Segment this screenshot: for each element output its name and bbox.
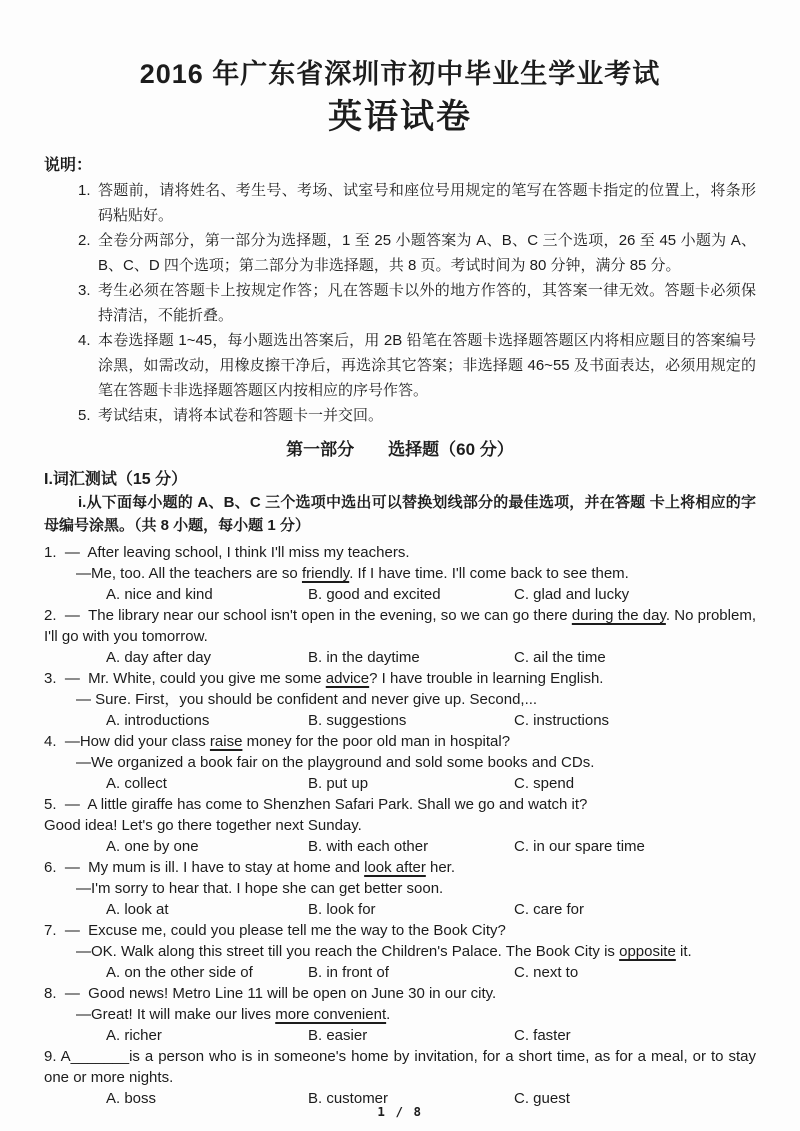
question-4	[44, 731, 756, 794]
section-vocabulary-title: I.词汇测试（15 分）	[44, 471, 188, 488]
question-2-options	[44, 647, 756, 668]
question-8-option-b: B. easier	[308, 1027, 368, 1044]
question-3-line	[76, 689, 756, 710]
text-segment: ? I have trouble in learning English.	[369, 670, 604, 687]
question-5-option-c: C. in our spare time	[514, 838, 645, 855]
question-5-line	[44, 794, 756, 815]
questions	[44, 542, 761, 1109]
text-segment: it.	[675, 943, 692, 960]
question-6-options	[44, 899, 756, 920]
question-1-options	[44, 584, 756, 605]
text-segment: 8. — Good news! Metro Line 11 will be open on June 30 in our city.	[44, 985, 497, 1002]
question-7-line	[44, 920, 756, 941]
question-3-option-b: B. suggestions	[308, 712, 407, 729]
text-segment: —OK. Walk along this street till you reach the Children's Palace. The Book City is	[76, 943, 620, 960]
question-1	[44, 542, 756, 605]
instruction-number: 4.	[78, 332, 91, 349]
question-6-option-b: B. look for	[308, 901, 376, 918]
text-segment: 6. — My mum is ill. I have to stay at home and	[44, 859, 365, 876]
question-9-option-b: B. customer	[308, 1090, 389, 1107]
question-4-options	[44, 773, 756, 794]
instruction-text: 本卷选择题 1~45，每小题选出答案后，用 2B 铅笔在答题卡选择题答题区内将相应题目的答案编号涂黑，如需改动，用橡皮擦干净后，再选涂其它答案；非选择题 46~55 及书面表达，必须用规定的笔在答题卡非选择题答题区内按相应的序号作答。	[98, 332, 756, 399]
question-3-option-a: A. introductions	[106, 712, 210, 729]
question-8	[44, 983, 756, 1046]
instruction-text: 全卷分两部分，第一部分为选择题，1 至 25 小题答案为 A、B、C 三个选项，26 至 45 小题为 A、B、C、D 四个选项；第二部分为非选择题，共 8 页。考试时间为 80 分钟，满分 85 分。	[98, 232, 756, 274]
question-9-option-a: A. boss	[106, 1090, 157, 1107]
question-2-option-b: B. in the daytime	[308, 649, 420, 666]
text-segment: Good idea! Let's go there together next Sunday.	[44, 817, 362, 834]
text-segment: 1. — After leaving school, I think I'll miss my teachers.	[44, 544, 410, 561]
part-one-heading	[0, 438, 800, 462]
underlined-phrase: advice	[325, 670, 370, 687]
text-segment: —Me, too. All the teachers are so	[76, 565, 302, 582]
instruction-text: 考试结束，请将本试卷和答题卡一并交回。	[98, 407, 384, 424]
underlined-phrase: raise	[209, 733, 243, 750]
text-segment: . If I have time. I'll come back to see them.	[349, 565, 629, 582]
question-4-option-b: B. put up	[308, 775, 369, 792]
instruction-item-5	[44, 403, 756, 428]
text-segment: —We organized a book fair on the playground and sold some books and CDs.	[76, 754, 595, 771]
instruction-number: 1.	[78, 182, 91, 199]
question-3-option-c: C. instructions	[514, 712, 610, 729]
question-7-options	[44, 962, 756, 983]
question-6-option-c: C. care for	[514, 901, 585, 918]
text-segment: money for the poor old man in hospital?	[242, 733, 511, 750]
question-9	[44, 1046, 761, 1109]
text-segment: 2. — The library near our school isn't open in the evening, so we can go there	[44, 607, 572, 624]
question-8-option-a: A. richer	[106, 1027, 162, 1044]
instruction-number: 5.	[78, 407, 91, 424]
underlined-phrase: more convenient	[275, 1006, 387, 1023]
question-3	[44, 668, 756, 731]
instruction-item-1	[44, 178, 756, 228]
exam-subject-title: 英语试卷	[328, 98, 472, 136]
question-9-option-c: C. guest	[514, 1090, 570, 1107]
instruction-item-2	[44, 228, 756, 278]
instruction-text: 考生必须在答题卡上按规定作答；凡在答题卡以外的地方作答的，其答案一律无效。答题卡必须保持清洁，不能折叠。	[98, 282, 756, 324]
instructions-heading: 说明：	[44, 157, 93, 174]
question-5	[44, 794, 756, 857]
section-instruction: i.从下面每小题的 A、B、C 三个选项中选出可以替换划线部分的最佳选项，并在答题 卡上将相应的字母编号涂黑。（共 8 小题，每小题 1 分）	[44, 494, 756, 534]
underlined-phrase: during the day	[571, 607, 666, 624]
question-4-option-c: C. spend	[514, 775, 575, 792]
question-5-line	[44, 815, 756, 836]
question-5-options	[44, 836, 756, 857]
text-segment: 3. — Mr. White, could you give me some	[44, 670, 326, 687]
question-6-line	[44, 857, 756, 878]
question-7	[44, 920, 756, 983]
question-4-line	[44, 731, 756, 752]
question-1-option-c: C. glad and lucky	[514, 586, 630, 603]
instruction-text: 答题前，请将姓名、考生号、考场、试室号和座位号用规定的笔写在答题卡指定的位置上，将条形码粘贴好。	[98, 182, 756, 224]
text-segment: — Sure. First，you should be confident and never give up. Second,...	[76, 691, 538, 708]
question-8-line	[76, 1004, 756, 1025]
text-segment: 4. —How did your class	[44, 733, 210, 750]
underlined-phrase: look after	[364, 859, 426, 876]
text-segment: —I'm sorry to hear that. I hope she can get better soon.	[76, 880, 444, 897]
question-9-line	[44, 1046, 761, 1088]
question-1-line	[44, 542, 756, 563]
text-segment: 5. — A little giraffe has come to Shenzhen Safari Park. Shall we go and watch it?	[44, 796, 588, 813]
exam-title: 2016 年广东省深圳市初中毕业生学业考试	[139, 59, 661, 89]
question-5-option-b: B. with each other	[308, 838, 429, 855]
question-1-option-a: A. nice and kind	[106, 586, 213, 603]
part-one-heading-label: 第一部分	[286, 440, 355, 459]
question-5-option-a: A. one by one	[106, 838, 199, 855]
question-8-option-c: C. faster	[514, 1027, 571, 1044]
text-segment: —Great! It will make our lives	[76, 1006, 276, 1023]
question-1-option-b: B. good and excited	[308, 586, 441, 603]
question-2-line	[44, 605, 761, 647]
text-segment: her.	[425, 859, 456, 876]
question-8-line	[44, 983, 756, 1004]
question-2-option-a: A. day after day	[106, 649, 212, 666]
underlined-phrase: opposite	[619, 943, 676, 960]
question-7-line	[76, 941, 756, 962]
instruction-item-3	[44, 278, 756, 328]
question-1-line	[76, 563, 756, 584]
question-3-options	[44, 710, 756, 731]
question-7-option-a: A. on the other side of	[106, 964, 253, 981]
instructions-section	[44, 154, 756, 428]
page-number-footer: 1 / 8	[377, 1104, 423, 1119]
text-segment: . No problem, I'll go with you tomorrow.	[44, 607, 761, 645]
text-segment: 7. — Excuse me, could you please tell me the way to the Book City?	[44, 922, 506, 939]
question-7-option-b: B. in front of	[308, 964, 389, 981]
question-2-option-c: C. ail the time	[514, 649, 606, 666]
text-segment: 9. A_______is a person who is in someone's home by invitation, for a short time, as for a meal, or to stay one or more nights.	[44, 1048, 761, 1086]
question-4-line	[76, 752, 756, 773]
instruction-number: 2.	[78, 232, 91, 249]
question-6	[44, 857, 756, 920]
question-7-option-c: C. next to	[514, 964, 579, 981]
instruction-item-4	[44, 328, 756, 403]
question-4-option-a: A. collect	[106, 775, 167, 792]
text-segment: .	[386, 1006, 391, 1023]
part-one-heading-type: 选择题（60 分）	[388, 440, 514, 459]
question-6-option-a: A. look at	[106, 901, 169, 918]
question-8-options	[44, 1025, 756, 1046]
question-2	[44, 605, 761, 668]
instruction-number: 3.	[78, 282, 91, 299]
question-3-line	[44, 668, 756, 689]
question-6-line	[76, 878, 756, 899]
underlined-phrase: friendly	[301, 565, 350, 582]
